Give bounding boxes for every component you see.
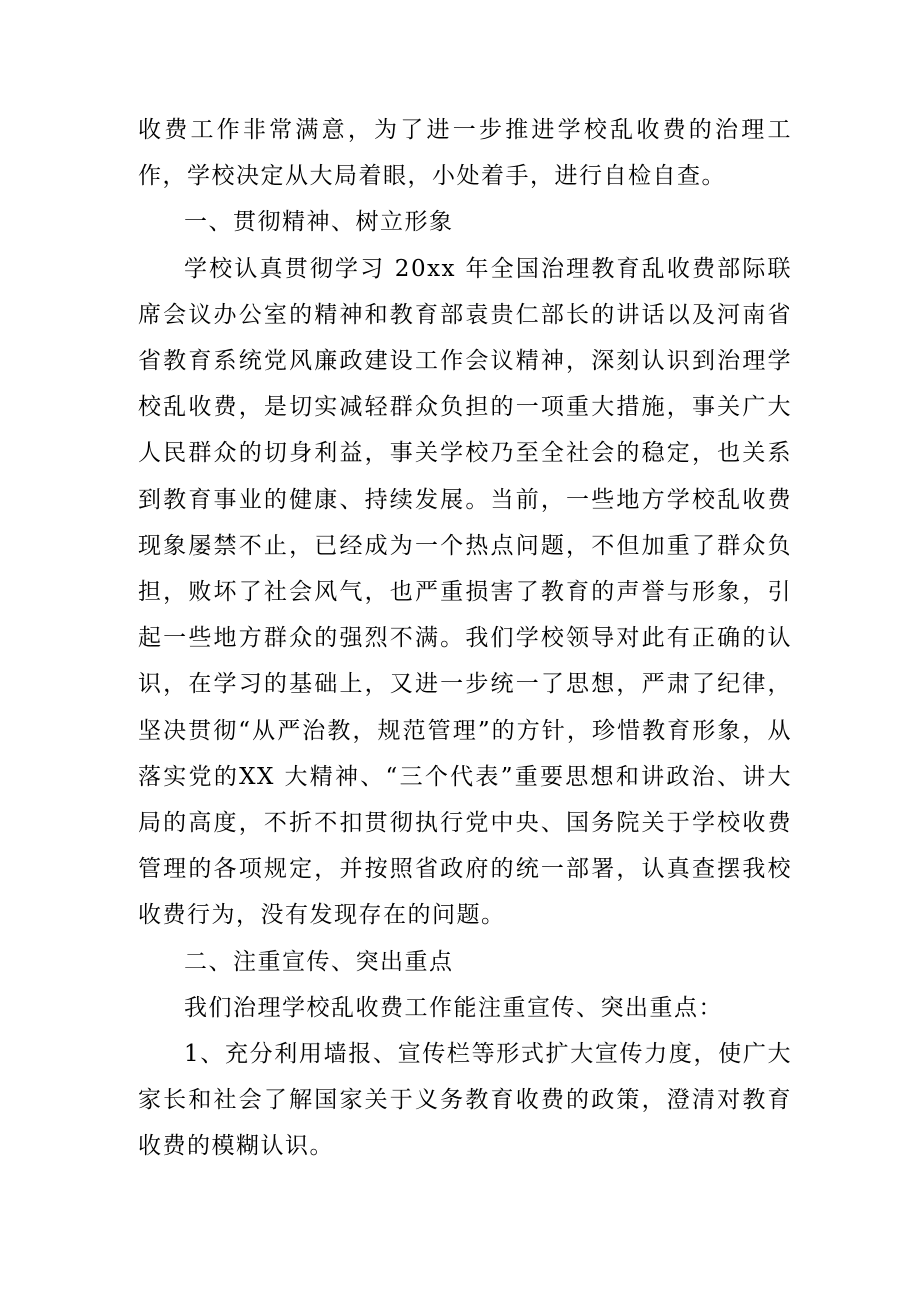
paragraph-section-1-body: 学校认真贯彻学习 20xx 年全国治理教育乱收费部际联席会议办公室的精神和教育部袁贵仁部长的讲话以及河南省省教育系统党风廉政建设工作会议精神，深刻认识到治理学校乱收费，是切实减轻群众负担的一项重大措施，事关广大人民群众的切身利益，事关学校乃至全社会的稳定，也关系到教育事业的健康、持续发展。当前，一些地方学校乱收费现象屡禁不止，已经成为一个热点问题，不但加重了群众负担，败坏了社会风气，也严重损害了教育的声誉与形象，引起一些地方群众的强烈不满。我们学校领导对此有正确的认识，在学习的基础上，又进一步统一了思想，严肃了纪律，坚决贯彻“从严治教，规范管理”的方针，珍惜教育形象，从落实党的XX 大精神、“三个代表”重要思想和讲政治、讲大局的高度，不折不扣贯彻执行党中央、国务院关于学校收费管理的各项规定，并按照省政府的统一部署，认真查摆我校收费行为，没有发现存在的问题。 [138, 255, 792, 929]
paragraph-item-1: 1、充分利用墙报、宣传栏等形式扩大宣传力度，使广大家长和社会了解国家关于义务教育收费的政策，澄清对教育收费的模糊认识。 [138, 1041, 792, 1160]
section-heading-1: 一、贯彻精神、树立形象 [184, 209, 454, 236]
paragraph-continuation: 收费工作非常满意，为了进一步推进学校乱收费的治理工作，学校决定从大局着眼，小处着手，进行自检自查。 [138, 117, 792, 190]
section-heading-2: 二、注重宣传、突出重点 [184, 948, 454, 975]
document-body [138, 107, 792, 1170]
paragraph-section-2-intro: 我们治理学校乱收费工作能注重宣传、突出重点： [184, 994, 723, 1021]
